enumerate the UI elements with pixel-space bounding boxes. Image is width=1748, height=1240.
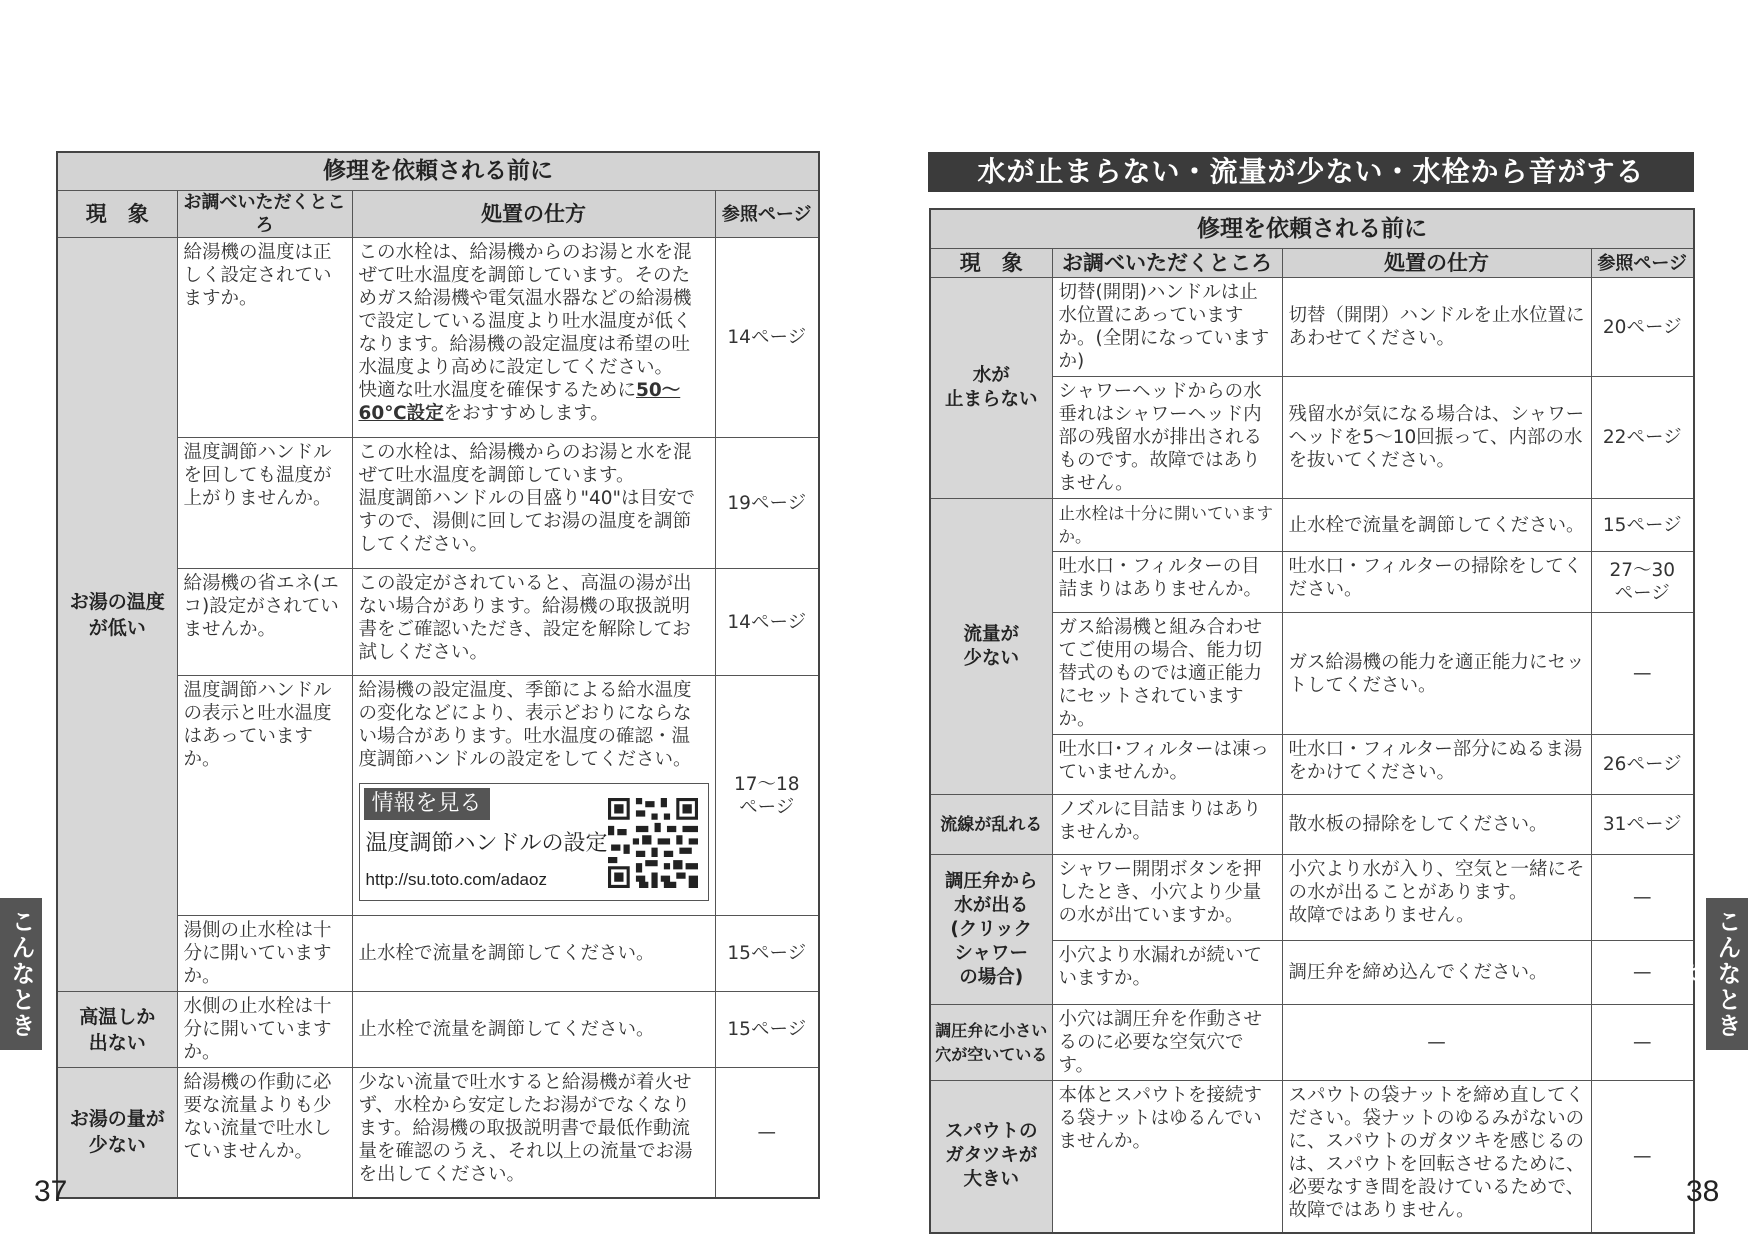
action-cell: この設定がされていると、高温の湯が出ない場合があります。給湯機の取扱説明書をご確認いただき、設定を解除してお試しください。 — [352, 569, 715, 676]
ref-cell: 15ページ — [715, 992, 819, 1068]
check-cell: 本体とスパウトを接続する袋ナットはゆるんでいませんか。 — [1052, 1081, 1282, 1233]
symptom-cell: 水が 止まらない — [930, 278, 1052, 499]
section-banner: 水が止まらない・流量が少ない・水栓から音がする — [928, 152, 1694, 192]
troubleshooting-table-left — [56, 151, 820, 1199]
action-cell: 給湯機の設定温度、季節による給水温度の変化などにより、表示どおりにならない場合があります。吐水温度の確認・温度調節ハンドルの設定をしてください。 情報を見る 温度調節ハンドルの設定 http://su.toto.com/adaoz — [352, 676, 715, 916]
symptom-cell: 流量が 少ない — [930, 499, 1052, 795]
action-cell: 散水板の掃除をしてください。 — [1282, 795, 1591, 855]
header-check: お調べいただくところ — [1052, 249, 1282, 278]
symptom-cell: お湯の量が 少ない — [57, 1068, 177, 1198]
header-symptom: 現 象 — [57, 191, 177, 238]
action-cell: ガス給湯機の能力を適正能力にセットしてください。 — [1282, 613, 1591, 735]
qr-title: 温度調節ハンドルの設定 — [365, 831, 608, 856]
table-row — [57, 1068, 819, 1198]
action-cell: 切替（開閉）ハンドルを止水位置にあわせてください。 — [1282, 278, 1591, 377]
check-cell: ガス給湯機と組み合わせてご使用の場合、能力切替式のものでは適正能力にセットされていますか。 — [1052, 613, 1282, 735]
ref-cell: 14ページ — [715, 569, 819, 676]
side-tab-left: こんなとき — [0, 898, 42, 1050]
table-row — [930, 499, 1694, 552]
symptom-cell: お湯の温度 が低い — [57, 238, 177, 992]
action-cell: 少ない流量で吐水すると給湯機が着火せず、水栓から安定したお湯がでなくなります。給湯機の取扱説明書で最低作動流量を確認のうえ、それ以上の流量でお湯を出してください。 — [352, 1068, 715, 1198]
check-cell: 吐水口・フィルターの目詰まりはありませんか。 — [1052, 552, 1282, 613]
symptom-cell: 流線が乱れる — [930, 795, 1052, 855]
ref-cell: 15ページ — [715, 916, 819, 992]
table-row — [930, 278, 1694, 377]
check-cell: シャワーヘッドからの水垂れはシャワーヘッド内部の残留水が排出されるものです。故障ではありません。 — [1052, 377, 1282, 499]
action-cell: スパウトの袋ナットを締め直してください。袋ナットのゆるみがないのに、スパウトのガタツキを感じるのは、スパウトを回転させるために、必要なすき間を設けているためで、故障ではありません。 — [1282, 1081, 1591, 1233]
check-cell: 給湯機の作動に必要な流量よりも少ない流量で吐水していませんか。 — [177, 1068, 352, 1198]
check-cell: 給湯機の温度は正しく設定されていますか。 — [177, 238, 352, 438]
action-cell: 止水栓で流量を調節してください。 — [352, 916, 715, 992]
table-title: 修理を依頼される前に — [930, 209, 1694, 249]
check-cell: 切替(開閉)ハンドルは止水位置にあっていますか。(全閉になっていますか) — [1052, 278, 1282, 377]
qr-tag-label: 情報を見る — [364, 788, 490, 820]
side-tab-right: こんなときは — [1706, 898, 1748, 1050]
ref-cell: — — [1591, 941, 1694, 1005]
symptom-cell: 調圧弁に小さい 穴が空いている — [930, 1005, 1052, 1081]
header-action: 処置の仕方 — [1282, 249, 1591, 278]
check-cell: 止水栓は十分に開いていますか。 — [1052, 499, 1282, 552]
header-ref: 参照ページ — [1591, 249, 1694, 278]
action-cell: 調圧弁を締め込んでください。 — [1282, 941, 1591, 1005]
check-cell: 小穴は調圧弁を作動させるのに必要な空気穴です。 — [1052, 1005, 1282, 1081]
check-cell: ノズルに目詰まりはありませんか。 — [1052, 795, 1282, 855]
header-action: 処置の仕方 — [352, 191, 715, 238]
check-cell: 温度調節ハンドルの表示と吐水温度はあっていますか。 — [177, 676, 352, 916]
action-cell: 吐水口・フィルター部分にぬるま湯をかけてください。 — [1282, 735, 1591, 795]
symptom-cell: 高温しか 出ない — [57, 992, 177, 1068]
troubleshooting-table-right — [929, 208, 1695, 1234]
qr-url-link[interactable]: http://su.toto.com/adaoz — [365, 870, 547, 889]
action-cell: この水栓は、給湯機からのお湯と水を混ぜて吐水温度を調節しています。そのためガス給湯機や電気温水器などの給湯機で設定している温度より吐水温度が低くなります。給湯機の設定温度は希望の吐水温度より高めに設定してください。 快適な吐水温度を確保するために50～60℃設定をおすすめします。 — [352, 238, 715, 438]
check-cell: 給湯機の省エネ(エコ)設定がされていませんか。 — [177, 569, 352, 676]
qr-info-box[interactable] — [359, 783, 709, 901]
ref-cell: 19ページ — [715, 438, 819, 569]
action-cell: 吐水口・フィルターの掃除をしてください。 — [1282, 552, 1591, 613]
check-cell: 湯側の止水栓は十分に開いていますか。 — [177, 916, 352, 992]
check-cell: 温度調節ハンドルを回しても温度が上がりませんか。 — [177, 438, 352, 569]
ref-cell: 26ページ — [1591, 735, 1694, 795]
action-cell: 残留水が気になる場合は、シャワーヘッドを5～10回振って、内部の水を抜いてください。 — [1282, 377, 1591, 499]
ref-cell: 17～18 ページ — [715, 676, 819, 916]
ref-cell: — — [1591, 1005, 1694, 1081]
header-symptom: 現 象 — [930, 249, 1052, 278]
ref-cell: 22ページ — [1591, 377, 1694, 499]
table-row — [930, 1005, 1694, 1081]
check-cell: 吐水口･フィルターは凍っていませんか。 — [1052, 735, 1282, 795]
check-cell: 小穴より水漏れが続いていますか。 — [1052, 941, 1282, 1005]
table-title: 修理を依頼される前に — [57, 152, 819, 191]
table-row — [930, 855, 1694, 941]
ref-cell: 20ページ — [1591, 278, 1694, 377]
ref-cell: — — [1591, 1081, 1694, 1233]
header-ref: 参照ページ — [715, 191, 819, 238]
ref-cell: 14ページ — [715, 238, 819, 438]
action-cell: — — [1282, 1005, 1591, 1081]
check-cell: シャワー開閉ボタンを押したとき、小穴より少量の水が出ていますか。 — [1052, 855, 1282, 941]
symptom-cell: 調圧弁から 水が出る (クリック シャワー の場合) — [930, 855, 1052, 1005]
action-cell: この水栓は、給湯機からのお湯と水を混ぜて吐水温度を調節しています。 温度調節ハンドルの目盛り"40"は目安ですので、湯側に回してお湯の温度を調節してください。 — [352, 438, 715, 569]
action-cell: 止水栓で流量を調節してください。 — [352, 992, 715, 1068]
ref-cell: — — [1591, 613, 1694, 735]
action-cell: 小穴より水が入り、空気と一緒にその水が出ることがあります。 故障ではありません。 — [1282, 855, 1591, 941]
table-row — [930, 1081, 1694, 1233]
table-row — [930, 795, 1694, 855]
action-cell: 止水栓で流量を調節してください。 — [1282, 499, 1591, 552]
page-number-right: 38 — [1686, 1175, 1720, 1208]
ref-cell: — — [715, 1068, 819, 1198]
symptom-cell: スパウトの ガタツキが 大きい — [930, 1081, 1052, 1233]
ref-cell: — — [1591, 855, 1694, 941]
ref-cell: 15ページ — [1591, 499, 1694, 552]
qr-code-icon[interactable] — [608, 798, 698, 888]
header-check: お調べいただくところ — [177, 191, 352, 238]
table-row — [57, 992, 819, 1068]
ref-cell: 27～30 ページ — [1591, 552, 1694, 613]
page-number-left: 37 — [34, 1175, 68, 1208]
check-cell: 水側の止水栓は十分に開いていますか。 — [177, 992, 352, 1068]
table-row — [57, 238, 819, 438]
ref-cell: 31ページ — [1591, 795, 1694, 855]
